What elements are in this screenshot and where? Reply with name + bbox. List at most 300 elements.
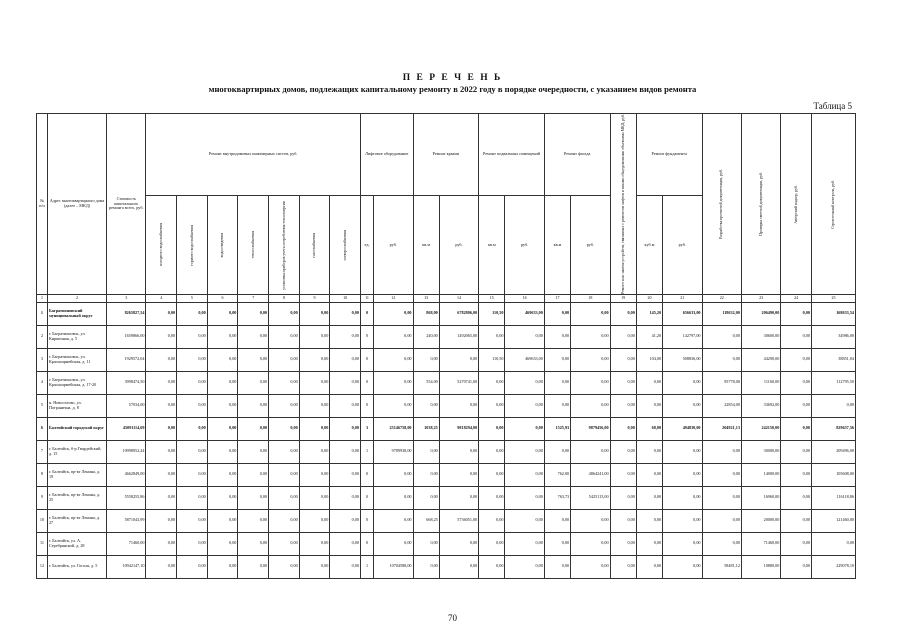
value-cell: 0,00	[413, 348, 439, 371]
header-tech-text: Строительный контроль, руб.	[831, 179, 836, 229]
value-cell: 0,00	[544, 325, 570, 348]
row-number-cell: 2	[37, 325, 48, 348]
column-number: 9	[299, 294, 330, 302]
column-number: 3	[107, 294, 146, 302]
header-cold-water-text: холодного водоснабжения	[159, 223, 164, 267]
header-electric-text: электроснабжения	[342, 229, 347, 261]
value-cell: 1492065,00	[439, 325, 478, 348]
header-drainage-text: водоотведения	[220, 232, 225, 258]
row-number-cell: 12	[37, 555, 48, 578]
value-cell: 68,00	[636, 417, 662, 440]
value-cell: 0,00	[330, 509, 361, 532]
value-cell: 0,00	[238, 302, 269, 325]
value-cell: 0,00	[330, 394, 361, 417]
value-cell: 0,00	[330, 486, 361, 509]
value-cell: 0,00	[146, 486, 177, 509]
value-cell: 0,00	[544, 440, 570, 463]
value-cell: 20000,00	[741, 509, 780, 532]
value-cell: 0,00	[269, 302, 300, 325]
header-hot-water	[177, 196, 208, 295]
header-author-text: Авторский надзор, руб.	[793, 184, 798, 224]
value-cell: 0,00	[781, 463, 812, 486]
value-cell: 0,00	[811, 394, 855, 417]
value-cell: 0,00	[374, 463, 413, 486]
value-cell: 0,00	[479, 371, 505, 394]
value-cell: 0	[360, 348, 373, 371]
value-cell: 168633,54	[811, 302, 855, 325]
value-cell: 57034,00	[107, 394, 146, 417]
value-cell: 0,00	[413, 463, 439, 486]
value-cell: 0,00	[269, 440, 300, 463]
value-cell: 10998952,44	[107, 440, 146, 463]
address-cell: г. Балтийск, б-р Гвардейский, д. 15	[47, 440, 106, 463]
row-number-cell: 6	[37, 417, 48, 440]
table-row	[37, 394, 856, 417]
value-cell: 0,00	[413, 532, 439, 555]
value-cell: 0,00	[177, 463, 208, 486]
value-cell: 0,00	[207, 555, 238, 578]
value-cell: 41,20	[636, 325, 662, 348]
value-cell: 0,00	[238, 532, 269, 555]
header-design	[702, 114, 741, 295]
value-cell: 0,00	[610, 325, 636, 348]
value-cell: 0,00	[781, 394, 812, 417]
column-number: 18	[571, 294, 610, 302]
column-number: 25	[811, 294, 855, 302]
value-cell: 0	[360, 325, 373, 348]
value-cell: 0,00	[636, 509, 662, 532]
row-number-cell: 5	[37, 394, 48, 417]
value-cell: 0,00	[238, 371, 269, 394]
value-cell: 0,00	[663, 440, 702, 463]
column-number: 6	[207, 294, 238, 302]
value-cell: 0,00	[269, 532, 300, 555]
address-cell: Багратионовский муниципальный округ	[47, 302, 106, 325]
value-cell: 25146758,00	[374, 417, 413, 440]
repair-table	[36, 113, 856, 579]
value-cell: 0,00	[299, 486, 330, 509]
column-number: 13	[413, 294, 439, 302]
value-cell: 0,00	[299, 394, 330, 417]
value-cell: 0,00	[299, 302, 330, 325]
header-author	[781, 114, 812, 295]
value-cell: 0,00	[505, 440, 544, 463]
row-number-cell: 11	[37, 532, 48, 555]
value-cell: 0,00	[299, 463, 330, 486]
header-internal-systems: Ремонт внутридомовых инженерных систем, руб.	[146, 114, 361, 196]
value-cell: 5558255,86	[107, 486, 146, 509]
value-cell: 0,00	[238, 509, 269, 532]
value-cell: 0,00	[207, 371, 238, 394]
value-cell: 204921,13	[702, 417, 741, 440]
value-cell: 0,00	[269, 555, 300, 578]
value-cell: 3	[360, 417, 373, 440]
value-cell: 10942147,10	[107, 555, 146, 578]
column-number: 19	[610, 294, 636, 302]
table-body	[37, 302, 856, 578]
column-number: 21	[663, 294, 702, 302]
value-cell: 0,00	[702, 348, 741, 371]
value-cell: 0,00	[374, 325, 413, 348]
header-cost: Стоимость капитального ремонта всего, руб.	[107, 114, 146, 295]
value-cell: 0,00	[299, 532, 330, 555]
value-cell: 0,00	[177, 532, 208, 555]
value-cell: 868,00	[413, 302, 439, 325]
value-cell: 1	[360, 440, 373, 463]
value-cell: 0,00	[479, 532, 505, 555]
value-cell: 0,00	[610, 486, 636, 509]
value-cell: 0,00	[330, 302, 361, 325]
value-cell: 0,00	[330, 463, 361, 486]
value-cell: 0,00	[177, 509, 208, 532]
value-cell: 762,00	[544, 463, 570, 486]
value-cell: 22854,00	[702, 394, 741, 417]
value-cell: 0	[360, 486, 373, 509]
value-cell: 0,00	[544, 532, 570, 555]
value-cell: 0,00	[811, 532, 855, 555]
header-basement-sqm: кв.м	[479, 196, 505, 295]
value-cell: 0,00	[238, 463, 269, 486]
header-roof-sqm: кв.м	[413, 196, 439, 295]
value-cell: 0,00	[636, 486, 662, 509]
header-hot-water-text: горячего водоснабжения	[189, 224, 194, 266]
header-facade-rub: руб.	[571, 196, 610, 295]
column-number: 4	[146, 294, 177, 302]
value-cell: 0,00	[610, 371, 636, 394]
value-cell: 229078,10	[811, 555, 855, 578]
header-heating-text: теплоснабжения	[250, 231, 255, 259]
value-cell: 0,00	[177, 394, 208, 417]
address-cell: г. Балтийск, ул. Гоголя, д. 5	[47, 555, 106, 578]
header-fire	[610, 114, 636, 295]
value-cell: 0,00	[238, 394, 269, 417]
column-number: 17	[544, 294, 570, 302]
header-num: № п/п	[37, 114, 48, 295]
row-number-cell: 8	[37, 463, 48, 486]
value-cell: 0,00	[374, 348, 413, 371]
value-cell: 0,00	[207, 440, 238, 463]
value-cell: 1929572,04	[107, 348, 146, 371]
value-cell: 0,00	[207, 417, 238, 440]
value-cell: 829657,56	[811, 417, 855, 440]
row-number-cell: 1	[37, 302, 48, 325]
header-lift-units: ед.	[360, 196, 373, 295]
value-cell: 0,00	[781, 325, 812, 348]
value-cell: 0,00	[479, 509, 505, 532]
value-cell: 0,00	[610, 463, 636, 486]
value-cell: 14000,00	[741, 463, 780, 486]
value-cell: 0,00	[269, 394, 300, 417]
value-cell: 0,00	[177, 417, 208, 440]
value-cell: 0,00	[299, 417, 330, 440]
value-cell: 118632,00	[702, 302, 741, 325]
value-cell: 0,00	[781, 440, 812, 463]
table-row	[37, 486, 856, 509]
value-cell: 554,00	[413, 371, 439, 394]
value-cell: 0,00	[439, 486, 478, 509]
value-cell: 0,00	[571, 371, 610, 394]
column-number: 22	[702, 294, 741, 302]
row-number-cell: 7	[37, 440, 48, 463]
header-expert	[741, 114, 780, 295]
value-cell: 0,00	[177, 348, 208, 371]
value-cell: 0,00	[636, 371, 662, 394]
value-cell: 0,00	[479, 394, 505, 417]
value-cell: 0	[360, 371, 373, 394]
header-foundation: Ремонт фундамента	[636, 114, 702, 196]
value-cell: 0,00	[505, 555, 544, 578]
value-cell: 0,00	[269, 417, 300, 440]
column-number: 15	[479, 294, 505, 302]
header-lift: Лифтовое оборудование	[360, 114, 413, 196]
value-cell: 0,00	[781, 417, 812, 440]
value-cell: 0,00	[571, 555, 610, 578]
value-cell: 0,00	[505, 486, 544, 509]
value-cell: 0,00	[505, 417, 544, 440]
value-cell: 0,00	[636, 532, 662, 555]
address-cell: г. Багратионовск, ул. Кирпичная, д. 5	[47, 325, 106, 348]
value-cell: 0,00	[544, 371, 570, 394]
value-cell: 0,00	[610, 532, 636, 555]
header-address: Адрес многоквартирного дома (далее – МКД)	[47, 114, 106, 295]
value-cell: 0,00	[269, 325, 300, 348]
value-cell: 9789938,00	[374, 440, 413, 463]
value-cell: 110,50	[479, 302, 505, 325]
value-cell: 0,00	[439, 532, 478, 555]
header-tech	[811, 114, 855, 295]
value-cell: 209496,00	[811, 440, 855, 463]
value-cell: 0,00	[663, 463, 702, 486]
header-meters	[269, 196, 300, 295]
value-cell: 0,00	[663, 486, 702, 509]
header-foundation-rub: руб.	[663, 196, 702, 295]
header-drainage	[207, 196, 238, 295]
value-cell: 0,00	[636, 394, 662, 417]
value-cell: 105608,00	[811, 463, 855, 486]
value-cell: 240,00	[413, 325, 439, 348]
value-cell: 8265827,54	[107, 302, 146, 325]
value-cell: 0,00	[177, 325, 208, 348]
column-number: 8	[269, 294, 300, 302]
header-basement-rub: руб.	[505, 196, 544, 295]
header-expert-text: Проверка сметной документации, руб.	[758, 172, 763, 236]
value-cell: 0,00	[207, 325, 238, 348]
address-cell: г. Багратионовск, ул. Красноармейская, д. 11	[47, 348, 106, 371]
value-cell: 0,00	[299, 440, 330, 463]
value-cell: 0,00	[439, 555, 478, 578]
address-cell: г. Балтийск, пр-кт Ленина, д. 27	[47, 509, 106, 532]
header-roof-rub: руб.	[439, 196, 478, 295]
address-cell: г. Балтийск, пр-кт Ленина, д. 25	[47, 486, 106, 509]
value-cell: 0,00	[146, 348, 177, 371]
value-cell: 0,00	[330, 555, 361, 578]
document-subtitle: многоквартирных домов, подлежащих капитальному ремонту в 2022 году в порядке очередности, с указанием видов ремонта	[208, 84, 697, 94]
value-cell: 469633,00	[505, 348, 544, 371]
value-cell: 58481,12	[702, 555, 741, 578]
value-cell: 0,00	[571, 532, 610, 555]
value-cell: 11160,00	[741, 371, 780, 394]
value-cell: 5736051,00	[439, 509, 478, 532]
value-cell: 0,00	[177, 440, 208, 463]
value-cell: 1038,25	[413, 417, 439, 440]
column-number: 14	[439, 294, 478, 302]
header-heating	[238, 196, 269, 295]
value-cell: 0,00	[505, 509, 544, 532]
value-cell: 0,00	[663, 509, 702, 532]
value-cell: 668,25	[413, 509, 439, 532]
value-cell: 508836,00	[663, 348, 702, 371]
table-row	[37, 509, 856, 532]
value-cell: 0,00	[479, 555, 505, 578]
value-cell: 0,00	[413, 440, 439, 463]
value-cell: 142797,00	[663, 325, 702, 348]
value-cell: 0	[360, 394, 373, 417]
header-gas	[299, 196, 330, 295]
value-cell: 0,00	[439, 440, 478, 463]
table-row	[37, 348, 856, 371]
value-cell: 0,00	[636, 463, 662, 486]
value-cell: 0,00	[663, 394, 702, 417]
value-cell: 0,00	[207, 394, 238, 417]
column-number: 7	[238, 294, 269, 302]
address-cell: г. Багратионовск, ул. Красноармейская, д. 17-20	[47, 371, 106, 394]
value-cell: 0,00	[374, 509, 413, 532]
value-cell: 38851,04	[811, 348, 855, 371]
value-cell: 145,20	[636, 302, 662, 325]
value-cell: 0,00	[781, 532, 812, 555]
value-cell: 0,00	[702, 486, 741, 509]
column-number: 5	[177, 294, 208, 302]
header-cold-water	[146, 196, 177, 295]
value-cell: 0,00	[177, 486, 208, 509]
value-cell: 0,00	[330, 348, 361, 371]
header-meters-text: установка приборов учета потребления теплоэнергии	[281, 200, 286, 290]
column-number: 20	[636, 294, 662, 302]
value-cell: 10704588,00	[374, 555, 413, 578]
value-cell: 0,00	[374, 302, 413, 325]
value-cell: 0,00	[374, 532, 413, 555]
value-cell: 0,00	[177, 302, 208, 325]
column-number: 11	[360, 294, 373, 302]
value-cell: 0,00	[505, 394, 544, 417]
value-cell: 0,00	[238, 325, 269, 348]
value-cell: 33692,00	[741, 394, 780, 417]
value-cell: 0,00	[146, 302, 177, 325]
value-cell: 0,00	[269, 463, 300, 486]
value-cell: 0,00	[146, 532, 177, 555]
value-cell: 0,00	[207, 302, 238, 325]
value-cell: 30000,00	[741, 440, 780, 463]
value-cell: 0,00	[146, 509, 177, 532]
table-row	[37, 325, 856, 348]
value-cell: 0,00	[413, 555, 439, 578]
value-cell: 44290,00	[741, 348, 780, 371]
value-cell: 0,00	[269, 509, 300, 532]
value-cell: 0,00	[238, 348, 269, 371]
value-cell: 0,00	[702, 440, 741, 463]
value-cell: 0,00	[374, 371, 413, 394]
table-row	[37, 417, 856, 440]
header-foundation-cbm: куб.м	[636, 196, 662, 295]
value-cell: 0,00	[610, 394, 636, 417]
value-cell: 0,00	[299, 348, 330, 371]
header-basement: Ремонт подвальных помещений	[479, 114, 545, 196]
header-design-text: Разработка проектной документации, руб.	[719, 169, 724, 239]
value-cell: 0,00	[702, 509, 741, 532]
value-cell: 0,00	[571, 440, 610, 463]
value-cell: 0,00	[544, 302, 570, 325]
value-cell: 0,00	[146, 440, 177, 463]
address-cell: Балтийский городской округ	[47, 417, 106, 440]
value-cell: 0	[360, 532, 373, 555]
value-cell: 0,00	[439, 394, 478, 417]
value-cell: 9879456,00	[571, 417, 610, 440]
value-cell: 0,00	[505, 325, 544, 348]
value-cell: 0,00	[330, 440, 361, 463]
value-cell: 112795,50	[811, 371, 855, 394]
value-cell: 0,00	[238, 486, 269, 509]
value-cell: 71460,00	[107, 532, 146, 555]
value-cell: 242150,00	[741, 417, 780, 440]
table-row	[37, 371, 856, 394]
header-lift-rub: руб.	[374, 196, 413, 295]
value-cell: 0,00	[207, 463, 238, 486]
value-cell: 71460,00	[741, 532, 780, 555]
value-cell: 110,50	[479, 348, 505, 371]
value-cell: 0,00	[299, 555, 330, 578]
row-number-cell: 10	[37, 509, 48, 532]
value-cell: 0,00	[439, 463, 478, 486]
value-cell: 0,00	[781, 486, 812, 509]
value-cell: 0,00	[610, 509, 636, 532]
value-cell: 0,00	[571, 325, 610, 348]
header-facade-sqm: кв.м	[544, 196, 570, 295]
value-cell: 34986,00	[811, 325, 855, 348]
address-cell: г. Балтийск, пр-кт Ленина, д. 19	[47, 463, 106, 486]
value-cell: 0,00	[663, 532, 702, 555]
column-number: 10	[330, 294, 361, 302]
value-cell: 656633,00	[663, 302, 702, 325]
header-roof: Ремонт крыши	[413, 114, 479, 196]
value-cell: 0	[360, 302, 373, 325]
value-cell: 0,00	[781, 348, 812, 371]
value-cell: 494830,00	[663, 417, 702, 440]
document-title: П Е Р Е Ч Е Н Ь	[402, 73, 503, 83]
column-number-row	[37, 294, 856, 302]
value-cell: 5270741,00	[439, 371, 478, 394]
value-cell: 116118,86	[811, 486, 855, 509]
header-gas-text: газоснабжения	[312, 232, 317, 258]
value-cell: 0,00	[479, 463, 505, 486]
table-row	[37, 463, 856, 486]
value-cell: 1	[360, 555, 373, 578]
address-cell: п. Новоселово, ул. Погранична, д. 8	[47, 394, 106, 417]
value-cell: 0,00	[636, 440, 662, 463]
value-cell: 0,00	[177, 555, 208, 578]
column-number: 2	[47, 294, 106, 302]
value-cell: 0,00	[544, 394, 570, 417]
value-cell: 0,00	[702, 532, 741, 555]
row-number-cell: 4	[37, 371, 48, 394]
value-cell: 0,00	[505, 532, 544, 555]
value-cell: 0,00	[571, 394, 610, 417]
value-cell: 0,00	[207, 348, 238, 371]
value-cell: 0,00	[413, 394, 439, 417]
value-cell: 763,73	[544, 486, 570, 509]
value-cell: 0,00	[330, 532, 361, 555]
value-cell: 0,00	[505, 371, 544, 394]
value-cell: 0,00	[238, 440, 269, 463]
